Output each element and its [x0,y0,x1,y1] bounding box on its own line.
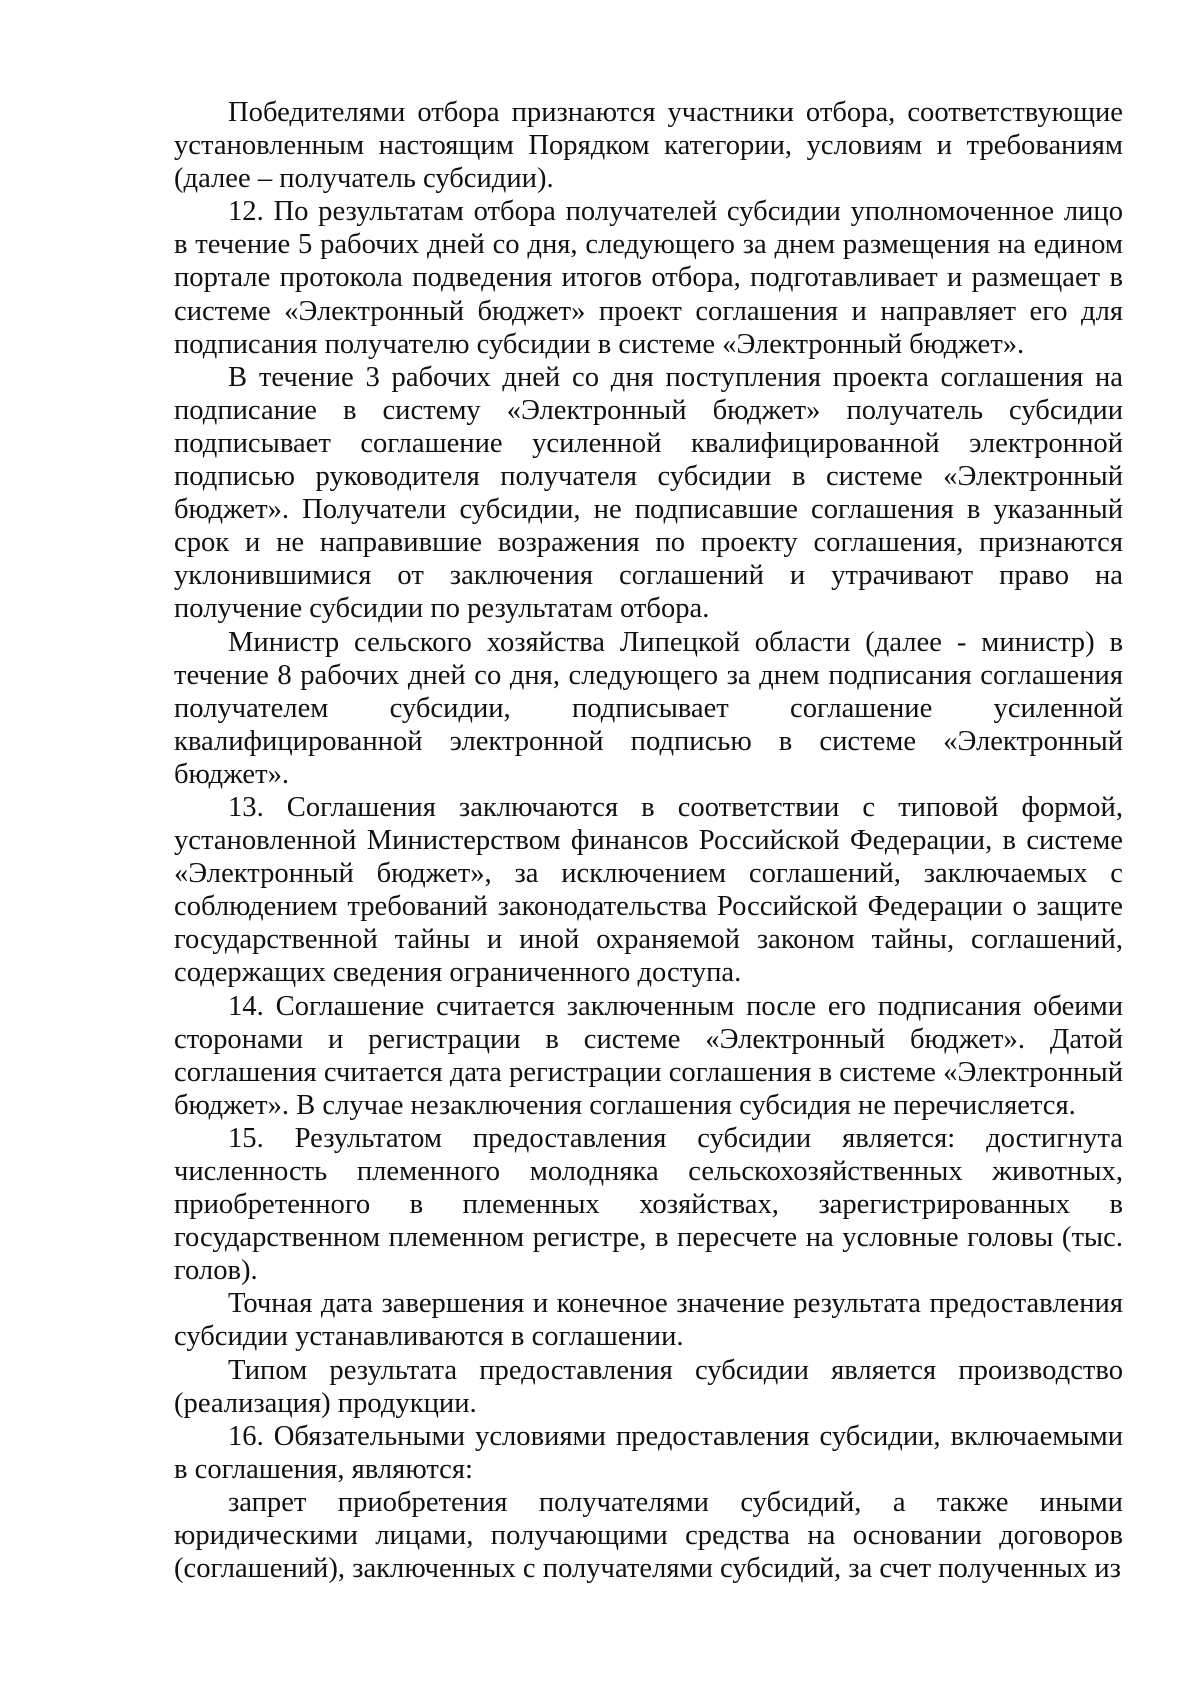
paragraph-exact-date: Точная дата завершения и конечное значение результата предоставления субсидии устанавливаются в соглашении. [174,1288,1123,1353]
document-body [174,96,1123,1585]
paragraph-12: 12. По результатам отбора получателей субсидии уполномоченное лицо в течение 5 рабочих дней со дня, следующего за днем размещения на едином портале протокола подведения итогов отбора, подготавливает и размещает в системе «Электронный бюджет» проект соглашения и направляет его для подписания получателю субсидии в системе «Электронный бюджет». [174,196,1123,360]
paragraph-result-type: Типом результата предоставления субсидии является производство (реализация) продукции. [174,1354,1123,1419]
paragraph-13: 13. Соглашения заключаются в соответствии с типовой формой, установленной Министерством финансов Российской Федерации, в системе «Электронный бюджет», за исключением соглашений, заключаемых с соблюдением требований законодательства Российской Федерации о защите государственной тайны и иной охраняемой законом тайны, соглашений, содержащих сведения ограниченного доступа. [174,791,1123,989]
paragraph-16: 16. Обязательными условиями предоставления субсидии, включаемыми в соглашения, являются: [174,1420,1123,1485]
paragraph-winners: Победителями отбора признаются участники отбора, соответствующие установленным настоящим Порядком категории, условиям и требованиям (далее – получатель субсидии). [174,97,1123,195]
paragraph-prohibition: запрет приобретения получателями субсидий, а также иными юридическими лицами, получающими средства на основании договоров (соглашений), заключенных с получателями субсидий, за счет полученных из [174,1486,1123,1585]
paragraph-signing-period: В течение 3 рабочих дней со дня поступления проекта соглашения на подписание в систему «Электронный бюджет» получатель субсидии подписывает соглашение усиленной квалифицированной электронной подписью руководителя получателя субсидии в системе «Электронный бюджет». Получатели субсидии, не подписавшие соглашения в указанный срок и не направившие возражения по проекту соглашения, признаются уклонившимися от заключения соглашений и утрачивают право на получение субсидии по результатам отбора. [174,361,1123,625]
paragraph-minister: Министр сельского хозяйства Липецкой области (далее - министр) в течение 8 рабочих дней со дня, следующего за днем подписания соглашения получателем субсидии, подписывает соглашение усиленной квалифицированной электронной подписью в системе «Электронный бюджет». [174,626,1123,790]
paragraph-15: 15. Результатом предоставления субсидии является: достигнута численность племенного молодняка сельскохозяйственных животных, приобретенного в племенных хозяйствах, зарегистрированных в государственном племенном регистре, в пересчете на условные головы (тыс. голов). [174,1122,1123,1287]
paragraph-14: 14. Соглашение считается заключенным после его подписания обеими сторонами и регистрации в системе «Электронный бюджет». Датой соглашения считается дата регистрации соглашения в системе «Электронный бюджет». В случае незаключения соглашения субсидия не перечисляется. [174,990,1123,1121]
